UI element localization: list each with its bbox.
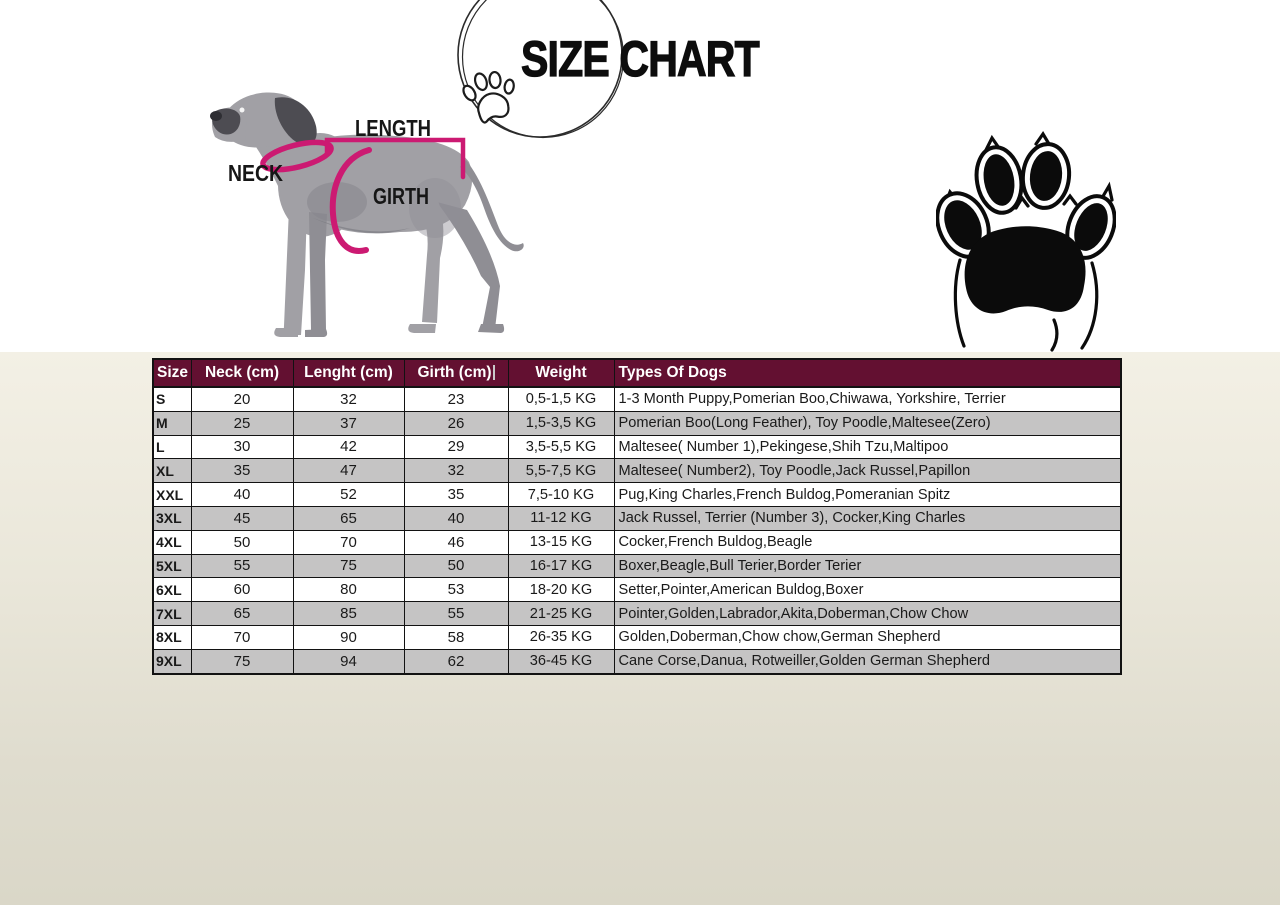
girth-label: GIRTH — [373, 183, 429, 209]
cell-dog_types: Cocker,French Buldog,Beagle — [614, 530, 1121, 554]
cell-neck_cm: 55 — [191, 554, 293, 578]
table-row — [153, 530, 1121, 554]
cell-length_cm: 37 — [293, 411, 404, 435]
table-row — [153, 554, 1121, 578]
cell-length_cm: 85 — [293, 602, 404, 626]
cell-dog_types: Boxer,Beagle,Bull Terier,Border Terier — [614, 554, 1121, 578]
cell-weight: 13-15 KG — [508, 530, 614, 554]
table-row — [153, 435, 1121, 459]
cell-neck_cm: 45 — [191, 506, 293, 530]
text-cursor — [493, 365, 495, 380]
cell-girth_cm: 32 — [404, 459, 508, 483]
table-body — [153, 387, 1121, 674]
cell-neck_cm: 40 — [191, 483, 293, 507]
cell-girth_cm: 23 — [404, 387, 508, 411]
cell-size: 3XL — [153, 506, 191, 530]
cell-length_cm: 80 — [293, 578, 404, 602]
cell-weight: 7,5-10 KG — [508, 483, 614, 507]
size-chart-table — [152, 358, 1122, 675]
table-row — [153, 411, 1121, 435]
cell-size: 7XL — [153, 602, 191, 626]
cell-weight: 36-45 KG — [508, 649, 614, 673]
cell-size: 8XL — [153, 625, 191, 649]
cell-weight: 16-17 KG — [508, 554, 614, 578]
paw-print-icon — [936, 128, 1116, 352]
page-title: SIZE CHART — [521, 31, 759, 87]
cell-dog_types: Maltesee( Number 1),Pekingese,Shih Tzu,Maltipoo — [614, 435, 1121, 459]
header-weight: Weight — [508, 359, 614, 387]
cell-dog_types: Setter,Pointer,American Buldog,Boxer — [614, 578, 1121, 602]
cell-size: S — [153, 387, 191, 411]
table-row — [153, 578, 1121, 602]
cell-weight: 1,5-3,5 KG — [508, 411, 614, 435]
cell-girth_cm: 58 — [404, 625, 508, 649]
cell-size: 9XL — [153, 649, 191, 673]
table-row — [153, 602, 1121, 626]
cell-length_cm: 75 — [293, 554, 404, 578]
cell-size: 4XL — [153, 530, 191, 554]
dog-measurement-diagram — [185, 90, 530, 345]
cell-neck_cm: 75 — [191, 649, 293, 673]
cell-girth_cm: 26 — [404, 411, 508, 435]
header-length: Lenght (cm) — [293, 359, 404, 387]
cell-girth_cm: 35 — [404, 483, 508, 507]
cell-length_cm: 47 — [293, 459, 404, 483]
cell-size: M — [153, 411, 191, 435]
cell-girth_cm: 46 — [404, 530, 508, 554]
cell-length_cm: 42 — [293, 435, 404, 459]
cell-weight: 11-12 KG — [508, 506, 614, 530]
table-row — [153, 387, 1121, 411]
header-neck: Neck (cm) — [191, 359, 293, 387]
cell-size: XXL — [153, 483, 191, 507]
cell-girth_cm: 40 — [404, 506, 508, 530]
table-row — [153, 649, 1121, 673]
cell-neck_cm: 60 — [191, 578, 293, 602]
cell-dog_types: Cane Corse,Danua, Rotweiller,Golden German Shepherd — [614, 649, 1121, 673]
cell-length_cm: 94 — [293, 649, 404, 673]
header-size: Size — [153, 359, 191, 387]
cell-dog_types: Golden,Doberman,Chow chow,German Shepherd — [614, 625, 1121, 649]
table-row — [153, 506, 1121, 530]
cell-weight: 21-25 KG — [508, 602, 614, 626]
cell-neck_cm: 50 — [191, 530, 293, 554]
cell-length_cm: 70 — [293, 530, 404, 554]
cell-dog_types: 1-3 Month Puppy,Pomerian Boo,Chiwawa, Yorkshire, Terrier — [614, 387, 1121, 411]
cell-neck_cm: 25 — [191, 411, 293, 435]
cell-length_cm: 52 — [293, 483, 404, 507]
cell-dog_types: Pointer,Golden,Labrador,Akita,Doberman,Chow Chow — [614, 602, 1121, 626]
cell-neck_cm: 35 — [191, 459, 293, 483]
cell-size: 6XL — [153, 578, 191, 602]
cell-neck_cm: 20 — [191, 387, 293, 411]
center-pad — [965, 226, 1086, 313]
cell-dog_types: Pug,King Charles,French Buldog,Pomeranian Spitz — [614, 483, 1121, 507]
table-row — [153, 625, 1121, 649]
cell-length_cm: 90 — [293, 625, 404, 649]
cell-dog_types: Jack Russel, Terrier (Number 3), Cocker,King Charles — [614, 506, 1121, 530]
cell-neck_cm: 30 — [191, 435, 293, 459]
header-girth: Girth (cm) — [404, 359, 508, 387]
cell-girth_cm: 55 — [404, 602, 508, 626]
cell-dog_types: Pomerian Boo(Long Feather), Toy Poodle,Maltesee(Zero) — [614, 411, 1121, 435]
cell-weight: 18-20 KG — [508, 578, 614, 602]
table-header — [153, 359, 1121, 387]
cell-size: 5XL — [153, 554, 191, 578]
header-dog-types: Types Of Dogs — [614, 359, 1121, 387]
cell-weight: 26-35 KG — [508, 625, 614, 649]
dog-eye — [240, 108, 245, 113]
cell-size: L — [153, 435, 191, 459]
cell-neck_cm: 70 — [191, 625, 293, 649]
cell-girth_cm: 29 — [404, 435, 508, 459]
cell-length_cm: 32 — [293, 387, 404, 411]
cell-girth_cm: 62 — [404, 649, 508, 673]
cell-girth_cm: 50 — [404, 554, 508, 578]
neck-label: NECK — [228, 160, 284, 186]
table-row — [153, 483, 1121, 507]
cell-weight: 3,5-5,5 KG — [508, 435, 614, 459]
cell-dog_types: Maltesee( Number2), Toy Poodle,Jack Russel,Papillon — [614, 459, 1121, 483]
cell-weight: 0,5-1,5 KG — [508, 387, 614, 411]
cell-weight: 5,5-7,5 KG — [508, 459, 614, 483]
cell-length_cm: 65 — [293, 506, 404, 530]
cell-size: XL — [153, 459, 191, 483]
length-label: LENGTH — [355, 115, 431, 141]
cell-girth_cm: 53 — [404, 578, 508, 602]
cell-neck_cm: 65 — [191, 602, 293, 626]
table-row — [153, 459, 1121, 483]
